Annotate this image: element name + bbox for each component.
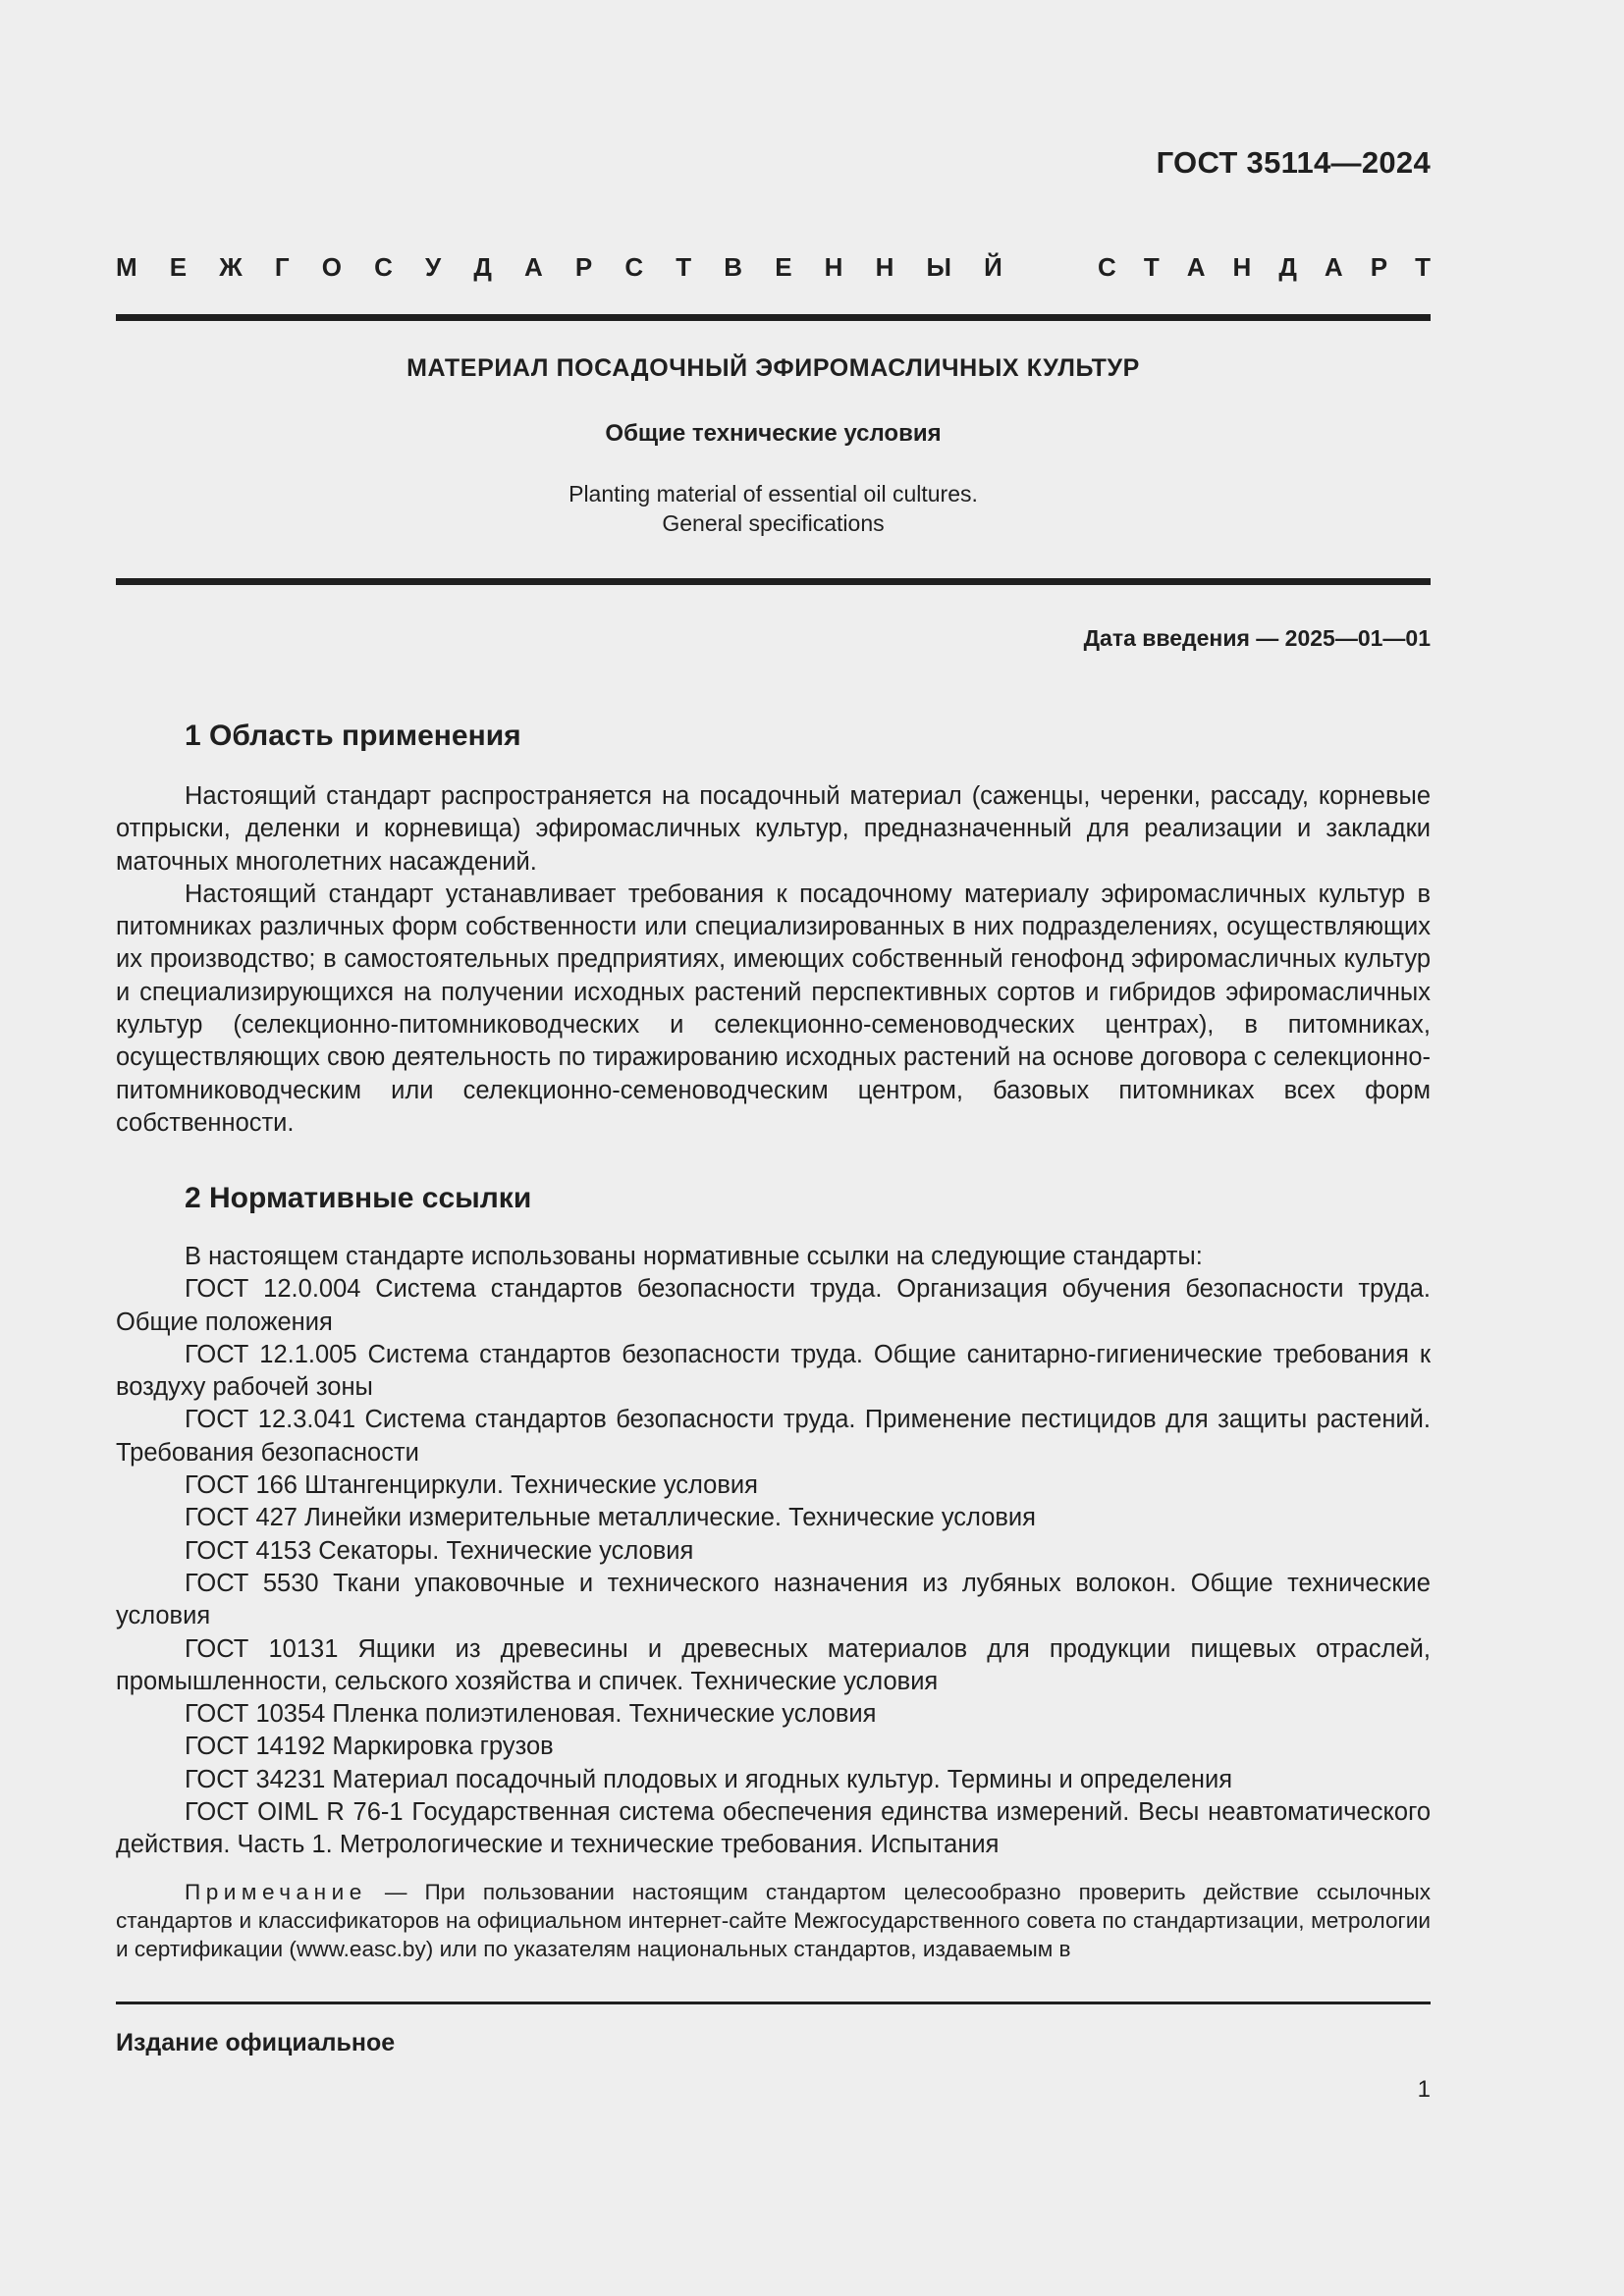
section-2-heading: 2 Нормативные ссылки <box>185 1182 532 1214</box>
banner-letter: Ж <box>219 252 243 282</box>
banner-letter: Н <box>824 252 843 282</box>
banner-letter: Д <box>1278 252 1297 282</box>
banner-letter: Р <box>574 252 593 282</box>
banner-letter: Н <box>875 252 894 282</box>
interstate-standard-banner <box>116 252 1431 283</box>
reference-item: ГОСТ 427 Линейки измерительные металлические. Технические условия <box>185 1504 1036 1532</box>
reference-item: ГОСТ 4153 Секаторы. Технические условия <box>185 1536 694 1565</box>
note-text: — При пользовании настоящим стандартом целесообразно проверить действие ссылочных стандартов и классификаторов на официальном интернет-сайте Межгосударственного совета по стандартизации, метрологии и сертификации (www.easc.by) или по указателям национальных стандартов, издаваемым в <box>116 1880 1431 1961</box>
banner-letter: Т <box>676 252 692 282</box>
introduction-date: Дата введения — 2025—01—01 <box>1083 625 1431 651</box>
note-label: Примечание <box>185 1880 367 1904</box>
banner-letter: Е <box>775 252 792 282</box>
banner-letter: Е <box>169 252 188 282</box>
banner-letter: С <box>624 252 644 282</box>
banner-letter: Т <box>1143 252 1160 282</box>
reference-item: ГОСТ 12.3.041 Система стандартов безопасности труда. Применение пестицидов для защиты растений. Требования безопасности <box>116 1406 1431 1467</box>
banner-letter: Р <box>1370 252 1388 282</box>
english-title <box>116 479 1431 538</box>
section-1-paragraph: Настоящий стандарт устанавливает требования к посадочному материалу эфиромасличных культур в питомниках различных форм собственности или специализированных в них подразделениях, осуществляющих их производство; в самостоятельных предприятиях, имеющих собственный генофонд эфиромасличных культур и специализирующихся на получении исходных растений перспективных сортов и гибридов эфиромасличных культур (селекционно-питомниководческих и селекционно-семеноводческих центрах), в питомниках, осуществляющих свою деятельность по тиражированию исходных растений на основе договора с селекционно-питомниководческим или селекционно-семеноводческим центром, базовых питомниках всех форм собственности. <box>116 880 1431 1137</box>
reference-item: ГОСТ 12.0.004 Система стандартов безопасности труда. Организация обучения безопасности труда. Общие положения <box>116 1275 1431 1336</box>
banner-letter: Й <box>984 252 1002 282</box>
footer-divider <box>116 2002 1431 2004</box>
banner-letter: Ы <box>926 252 951 282</box>
reference-item: ГОСТ 166 Штангенциркули. Технические условия <box>185 1471 758 1500</box>
banner-letter: Г <box>274 252 290 282</box>
section-1-paragraph: Настоящий стандарт распространяется на посадочный материал (саженцы, черенки, рассаду, корневые отпрыски, деленки и корневища) эфиромасличных культур, предназначенный для реализации и закладки маточных многолетних насаждений. <box>116 782 1431 876</box>
header-divider <box>116 314 1431 321</box>
reference-item: ГОСТ 14192 Маркировка грузов <box>185 1733 554 1761</box>
document-title: МАТЕРИАЛ ПОСАДОЧНЫЙ ЭФИРОМАСЛИЧНЫХ КУЛЬТУР <box>406 354 1140 382</box>
reference-item: ГОСТ 12.1.005 Система стандартов безопасности труда. Общие санитарно-гигиенические требования к воздуху рабочей зоны <box>116 1340 1431 1402</box>
banner-letter: Т <box>1415 252 1431 282</box>
banner-letter: О <box>321 252 342 282</box>
banner-letter: Н <box>1232 252 1252 282</box>
banner-letter: Д <box>473 252 492 282</box>
banner-letter: У <box>425 252 442 282</box>
section-2-body <box>116 1241 1431 1862</box>
banner-letter: М <box>116 252 137 282</box>
references-intro: В настоящем стандарте использованы нормативные ссылки на следующие стандарты: <box>185 1243 1203 1270</box>
title-divider <box>116 578 1431 585</box>
banner-letter: А <box>1186 252 1206 282</box>
document-subtitle: Общие технические условия <box>605 420 942 447</box>
banner-letter: А <box>524 252 543 282</box>
english-title-line1: Planting material of essential oil cultures. <box>568 481 978 507</box>
page-number: 1 <box>1417 2076 1431 2103</box>
reference-item: ГОСТ 5530 Ткани упаковочные и технического назначения из лубяных волокон. Общие технические условия <box>116 1569 1431 1630</box>
interstate-word <box>116 252 1002 283</box>
standard-designation: ГОСТ 35114—2024 <box>1156 145 1431 180</box>
references-note <box>116 1878 1431 1963</box>
banner-letter: С <box>374 252 393 282</box>
reference-item: ГОСТ OIML R 76-1 Государственная система обеспечения единства измерений. Весы неавтоматического действия. Часть 1. Метрологические и технические требования. Испытания <box>116 1798 1431 1859</box>
reference-item: ГОСТ 10131 Ящики из древесины и древесных материалов для продукции пищевых отраслей, промышленности, сельского хозяйства и спичек. Технические условия <box>116 1634 1431 1695</box>
banner-letter: С <box>1098 252 1116 282</box>
section-1-body <box>116 780 1431 1140</box>
banner-letter: А <box>1324 252 1343 282</box>
standard-word <box>1098 252 1431 283</box>
banner-letter: В <box>724 252 743 282</box>
official-edition-label: Издание официальное <box>116 2029 396 2056</box>
english-title-line2: General specifications <box>662 510 885 536</box>
reference-item: ГОСТ 34231 Материал посадочный плодовых и ягодных культур. Термины и определения <box>185 1765 1233 1793</box>
reference-item: ГОСТ 10354 Пленка полиэтиленовая. Технические условия <box>185 1700 877 1729</box>
section-1-heading: 1 Область применения <box>185 720 521 752</box>
